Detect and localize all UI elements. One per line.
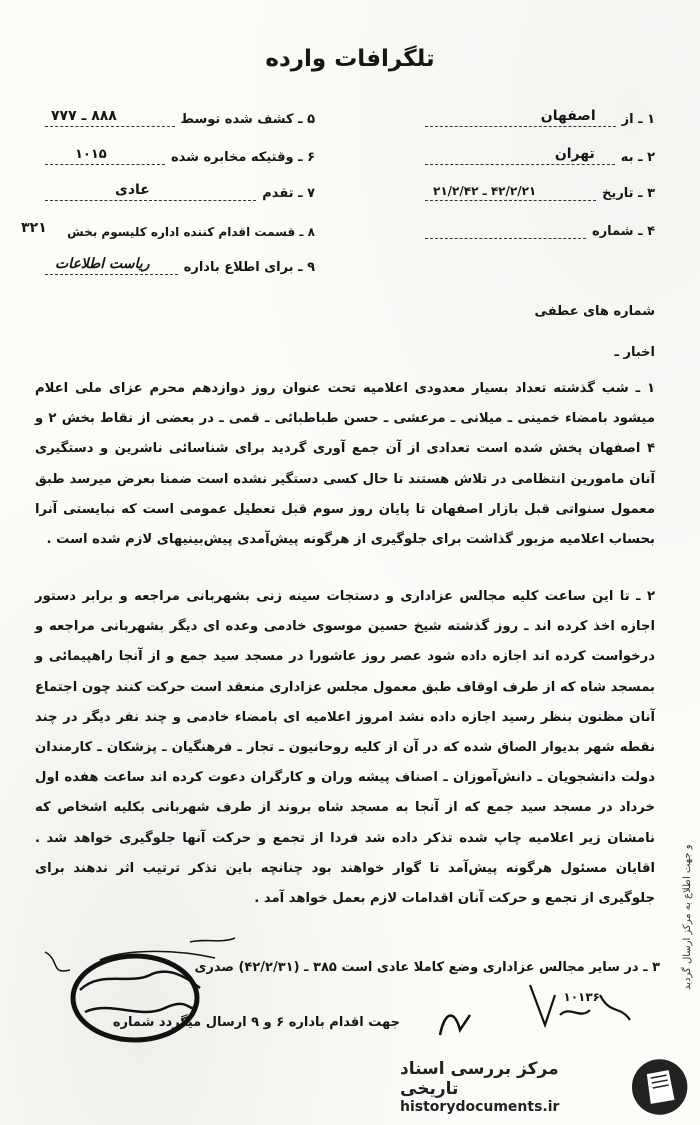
site-watermark [400,1055,690,1119]
field-to [425,148,655,165]
field-info [45,258,315,275]
field-transmitted-label: ۶ ـ وقتیکه مخابره شده [170,150,315,165]
field-to-value: تهران [554,146,595,162]
news-paragraph-1-text: ۱ ـ شب گذشته تعداد بسیار معدودی اعلامیه تحت عنوان روز دوازدهم محرم عزای ملی اعلام میشود بامضاء خمینی ـ میلانی ـ مرعشی ـ حسن طباطبائی ـ قمی ـ در بعضی از نقاط بخش ۲ و ۴ اصفهان پخش شده است تعدادی از آن جمع آوری گردید برای شناسائی ناشرین و دستگیری آنان مامورین انتظامی در تلاش هستند تا حال کسی دستگیر نشده است ضمنا بعرض میرسد طبق معمول سنواتی قبل بازار اصفهان تا پایان روز سوم قبل تعطیل عمومی است که نبایستی آنرا بحساب اعلامیه مزبور گذاشت برای جلوگیری از هرگونه پیش‌آمدی پیش‌بینیهای لازم شده است . [35,381,655,548]
field-decoded-by [45,110,315,127]
field-number-label: ۴ ـ شماره [592,224,655,239]
news-paragraph-1 [35,374,655,555]
field-decoded-by-value: ۸۸۸ ـ ۷۷۷ [51,108,117,124]
field-action-dept [21,220,315,239]
field-priority-label: ۷ ـ تقدم [262,186,315,201]
field-info-label: ۹ ـ برای اطلاع باداره [183,260,315,275]
field-date-value: ۴۲/۲/۲۱ ـ ۲۱/۲/۴۲ [433,184,537,198]
watermark-title: مرکز بررسی اسناد تاریخی [400,1059,559,1099]
field-from-value: اصفهان [540,108,596,124]
field-date-label: ۳ ـ تاریخ [602,186,655,201]
initial-scribble [435,1005,475,1040]
archive-logo-icon [629,1056,690,1118]
footer-number: ۱۰۱۳۶ [563,990,600,1004]
document-title: تلگرافات وارده [265,46,435,72]
field-priority [45,184,315,201]
watermark-url: historydocuments.ir [400,1099,560,1115]
signature-scribble [520,975,640,1035]
field-number [425,222,655,239]
footer-routing-text: جهت اقدام باداره ۶ و ۹ ارسال میگردد شماره [112,1015,400,1030]
reference-numbers-heading: شماره های عطفی [534,304,655,319]
field-transmitted-value: ۱۰۱۵ [75,147,107,162]
field-decoded-by-label: ۵ ـ کشف شده توسط [180,112,315,127]
field-transmitted [45,148,315,165]
margin-handwritten-note: و جهت اطلاع به مرکز ارسال گردید [682,844,693,990]
field-action-dept-value: ۳۲۱ [21,220,47,236]
official-seal-stamp [40,930,240,1060]
field-from [425,110,655,127]
field-from-label: ۱ ـ از [621,112,655,127]
news-paragraph-2 [35,582,655,914]
field-info-value: ریاست اطلاعات [55,256,150,272]
field-to-label: ۲ ـ به [620,150,655,165]
news-paragraph-3: ۳ ـ در سایر مجالس عزاداری وضع کاملا عادی است ۳۸۵ ـ (۴۲/۲/۳۱) صدری [194,960,660,975]
field-date [425,184,655,201]
news-heading: اخبار ـ [614,345,655,360]
news-paragraph-2-text: ۲ ـ تا این ساعت کلیه مجالس عزاداری و دستجات سینه زنی بشهربانی مراجعه و برابر دستور اجازه اخذ کرده اند ـ روز گذشته شیخ حسین موسوی خادمی وعده ای دیگر بشهربانی مراجعه و درخواست کرده اند اجازه داده شود عصر روز عاشورا در مسجد سید جمع و از آنجا راهپیمائی و بمسجد شاه که از طرف اوقاف طبق معمول مجلس عزاداری منعقد است حرکت کنند چون اجتماع آنان مظنون بنظر رسید اجازه داده نشد امروز اعلامیه ای بامضاء خادمی و چند نفر دیگر در چند نقطه شهر بدیوار الصاق شده که در آن از کلیه روحانیون ـ تجار ـ فرهنگیان ـ پزشکان ـ کارمندان دولت دانشجویان ـ دانش‌آموزان ـ اصناف پیشه وران و کارگران دعوت کرده اند ساعت هفده اول خرداد در مسجد سید جمع که از آنجا به مسجد شاه بروند از طرف شهربانی بکلیه اشخاص که نامشان زیر اعلامیه چاپ شده تذکر داده شد فردا از تجمع و حرکت آنها جلوگیری خواهد شد . اقایان مسئول هرگونه پیش‌آمد تا گوار خواهند بود چنانچه باین تذکر ترتیب اثر ندهند برای جلوگیری از تجمع و حرکت آنان اقدامات لازم بعمل خواهد آمد . [35,589,655,907]
field-priority-value: عادی [115,182,150,198]
field-action-dept-label: ۸ ـ قسمت اقدام کننده اداره کلیسوم بخش [67,225,315,239]
